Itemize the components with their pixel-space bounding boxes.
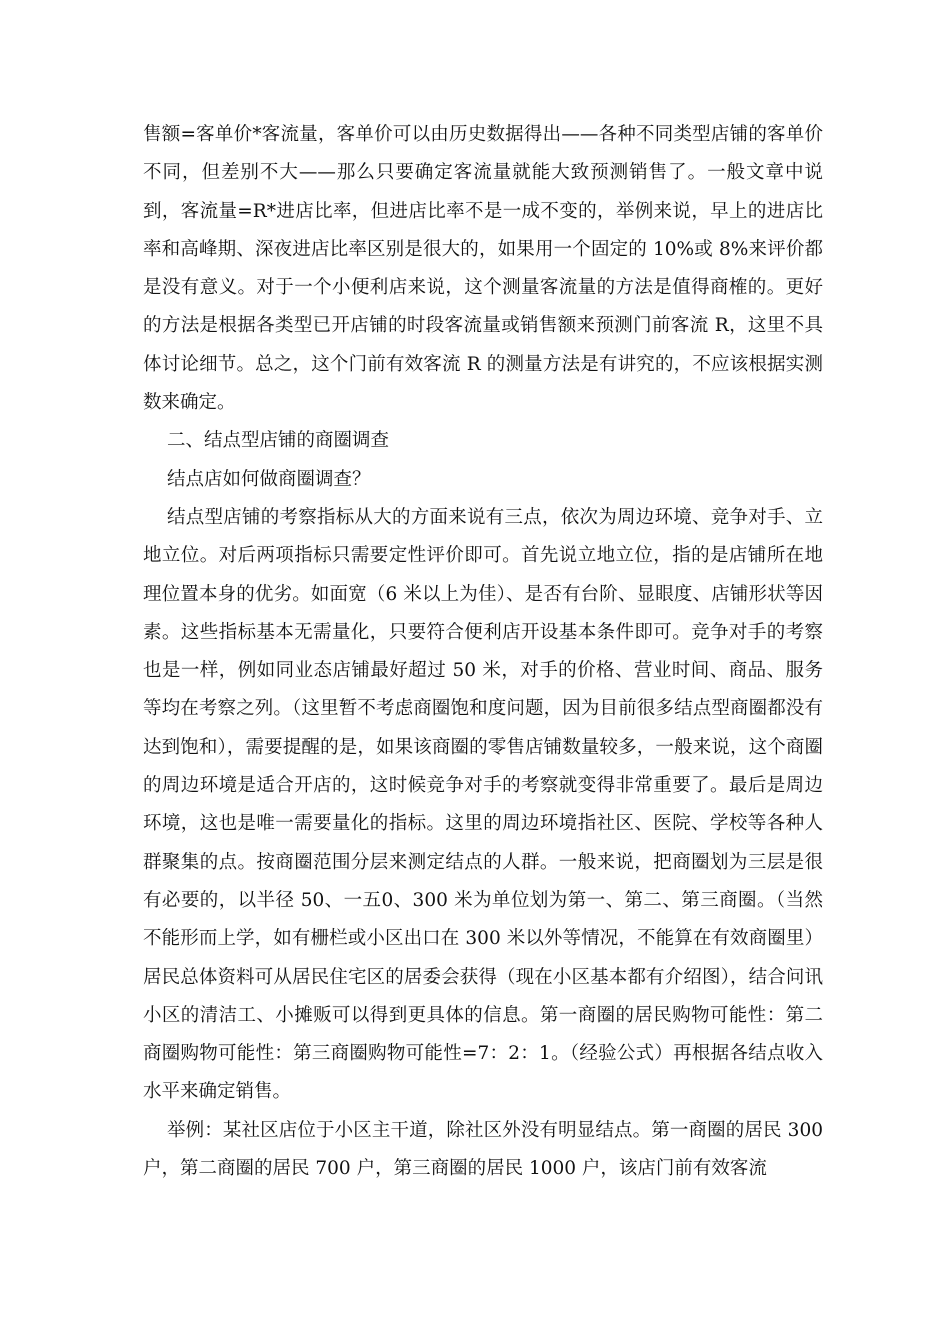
sub-heading: 结点店如何做商圈调查？ bbox=[167, 468, 371, 490]
paragraph-node-store-survey: 结点型店铺的考察指标从大的方面来说有三点，依次为周边环境、竞争对手、立地立位。对后两项指标只需要定性评价即可。首先说立地立位，指的是店铺所在地理位置本身的优劣。如面宽（6 米以上为佳）、是否有台阶、显眼度、店铺形状等因素。这些指标基本无需量化，只要符合便利店开设基本条件即可。竞争对手的考察也是一样，例如同业态店铺最好超过 50 米，对手的价格、营业时间、商品、服务等均在考察之列。（这里暂不考虑商圈饱和度问题，因为目前很多结点型商圈都没有达到饱和），需要提醒的是，如果该商圈的零售店铺数量较多，一般来说，这个商圈的周边环境是适合开店的，这时候竞争对手的考察就变得非常重要了。最后是周边环境，这也是唯一需要量化的指标。这里的周边环境指社区、医院、学校等各种人群聚集的点。按商圈范围分层来测定结点的人群。一般来说，把商圈划为三层是很有必要的，以半径 50、一五0、300 米为单位划为第一、第二、第三商圈。（当然不能形而上学，如有栅栏或小区出口在 300 米以外等情况，不能算在有效商圈里）居民总体资料可从居民住宅区的居委会获得（现在小区基本都有介绍图），结合问讯小区的清洁工、小摊贩可以得到更具体的信息。第一商圈的居民购物可能性：第二商圈购物可能性：第三商圈购物可能性=7：2：1。（经验公式）再根据各结点收入水平来确定销售。 bbox=[143, 506, 823, 1103]
section-heading: 二、结点型店铺的商圈调查 bbox=[167, 430, 390, 452]
paragraph-sales-formula: 售额=客单价*客流量，客单价可以由历史数据得出——各种不同类型店铺的客单价不同，但差别不大——那么只要确定客流量就能大致预测销售了。一般文章中说到，客流量=R*进店比率，但进店比率不是一成不变的，举例来说，早上的进店比率和高峰期、深夜进店比率区别是很大的，如果用一个固定的 10%或 8%来评价都是没有意义。对于一个小便利店来说，这个测量客流量的方法是值得商榷的。更好的方法是根据各类型已开店铺的时段客流量或销售额来预测门前客流 R，这里不具体讨论细节。总之，这个门前有效客流 R 的测量方法是有讲究的，不应该根据实测数来确定。 bbox=[143, 124, 823, 414]
document-body bbox=[143, 116, 823, 1188]
paragraph-example: 举例：某社区店位于小区主干道，除社区外没有明显结点。第一商圈的居民 300 户，第二商圈的居民 700 户，第三商圈的居民 1000 户，该店门前有效客流 bbox=[143, 1119, 823, 1180]
